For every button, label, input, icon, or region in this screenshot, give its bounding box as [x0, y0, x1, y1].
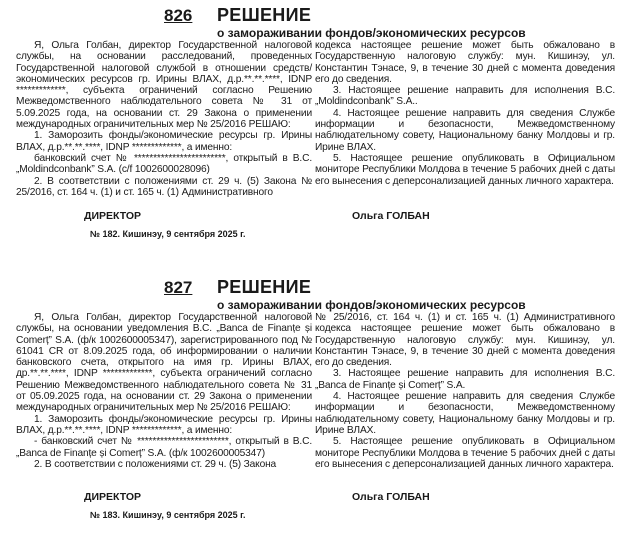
decision-header: [0, 272, 640, 312]
decision-footer: № 182. Кишинэу, 9 сентября 2025 г.: [90, 229, 246, 239]
decision-826: [0, 0, 640, 239]
paragraph: Я, Ольга Голбан, директор Государственной налоговой службы, на основании расследований, проведенных Государственной налоговой службой в отношении средств/экономических ресурсов гр. Ирины ВЛАХ, д.р.**.**.****, IDNP *************, субъекта ограничений согласно Решению Межведомственного наблюдательного совета № 31 от 5.09.2025 года, на основании ст. 29 Закона о применении международных ограничительных мер № 25/2016 РЕШАЮ:: [16, 40, 312, 131]
right-column: [315, 40, 615, 187]
decision-title: РЕШЕНИЕ: [217, 277, 312, 297]
decision-title: РЕШЕНИЕ: [217, 5, 312, 25]
decision-827: [0, 272, 640, 520]
paragraph: 5. Настоящее решение опубликовать в Официальном мониторе Республики Молдова в течение 5 рабочих дней с даты его вынесения с деперсонализацией данных личного характера.: [315, 436, 615, 470]
signer-name: Ольга ГОЛБАН: [352, 491, 430, 503]
decision-subtitle: о замораживании фондов/экономических ресурсов: [217, 298, 526, 312]
paragraph: 3. Настоящее решение направить для исполнения В.С. „Banca de Finanțe și Comerț” S.A.: [315, 368, 615, 391]
paragraph: № 25/2016, ст. 164 ч. (1) и ст. 165 ч. (1) Административного кодекса настоящее решение может быть обжаловано в Государственную налоговую службу: мун. Кишинэу, ул. Константин Тэнасе, 9, в течение 30 дней с момента доведения его до сведения.: [315, 312, 615, 369]
paragraph: 2. В соответствии с положениями ст. 29 ч. (5) Закона № 25/2016, ст. 164 ч. (1) и ст. 165 ч. (1) Административного: [16, 175, 312, 198]
decision-header: [0, 0, 640, 40]
decision-footer: № 183. Кишинэу, 9 сентября 2025 г.: [90, 510, 246, 520]
paragraph: 2. В соответствии с положениями ст. 29 ч. (5) Закона: [34, 458, 277, 470]
signer-role: ДИРЕКТОР: [84, 491, 142, 503]
paragraph: - банковский счет № ************************, открытый в В.С. „Banca de Finanțe și Comerț” S.A. (ф/к 1002600005347): [16, 436, 312, 459]
paragraph: 1. Заморозить фонды/экономические ресурсы гр. Ирины ВЛАХ, д.р.**.**.****, IDNP *************, а именно:: [16, 413, 312, 436]
signer-name: Ольга ГОЛБАН: [352, 210, 430, 222]
left-column: [16, 312, 312, 470]
decision-body: [0, 312, 640, 482]
paragraph: кодекса настоящее решение может быть обжаловано в Государственную налоговую службу: мун. Кишинэу, ул. Константин Тэнасе, 9, в течение 30 дней с момента доведения его до сведения.: [315, 40, 615, 85]
left-column: [16, 40, 312, 198]
paragraph: банковский счет № ************************, открытый в В.С. „Moldindconbank” S.A. (c/f 1002600028096): [16, 152, 312, 176]
signer-role: ДИРЕКТОР: [84, 210, 142, 222]
paragraph: 5. Настоящее решение опубликовать в Официальном мониторе Республики Молдова в течение 5 рабочих дней с даты его вынесения с деперсонализацией данных личного характера.: [315, 152, 615, 187]
right-column: [315, 312, 615, 470]
paragraph: 1. Заморозить фонды/экономические ресурсы гр. Ирины ВЛАХ, д.р.**.**.****, IDNP *************, а именно:: [16, 130, 312, 153]
paragraph: 3. Настоящее решение направить для исполнения В.С. „Moldindconbank” S.A..: [315, 85, 615, 108]
decision-body: [0, 40, 640, 210]
paragraph: 4. Настоящее решение направить для сведения Службе информации и безопасности, Межведомственному наблюдательному совету, Национальному банку Молдовы и гр. Ирине ВЛАХ.: [315, 391, 615, 436]
paragraph: 4. Настоящее решение направить для сведения Службе информации и безопасности, Межведомственному наблюдательному совету, Национальному банку Молдовы и гр. Ирине ВЛАХ.: [315, 107, 615, 153]
paragraph: Я, Ольга Голбан, директор Государственной налоговой службы, на основании уведомления В.С. „Banca de Finanțe și Comerț” S.A. (ф/к 1002600005347), зарегистрированного под № 61041 CR от 8.09.2025 года, об информировании о наличии банковского счета, открытого на имя гр. Ирины ВЛАХ, др.**.**.****, IDNP *************, субъекта ограничений согласно Решению Межведомственного наблюдательного совета № 31 от 05.09.2025 года, на основании ст. 29 Закона о применении международных ограничительных мер № 25/2016 РЕШАЮ:: [16, 312, 312, 414]
decision-number: 826: [164, 6, 193, 25]
decision-subtitle: о замораживании фондов/экономических ресурсов: [217, 26, 526, 40]
decision-number: 827: [164, 278, 193, 297]
